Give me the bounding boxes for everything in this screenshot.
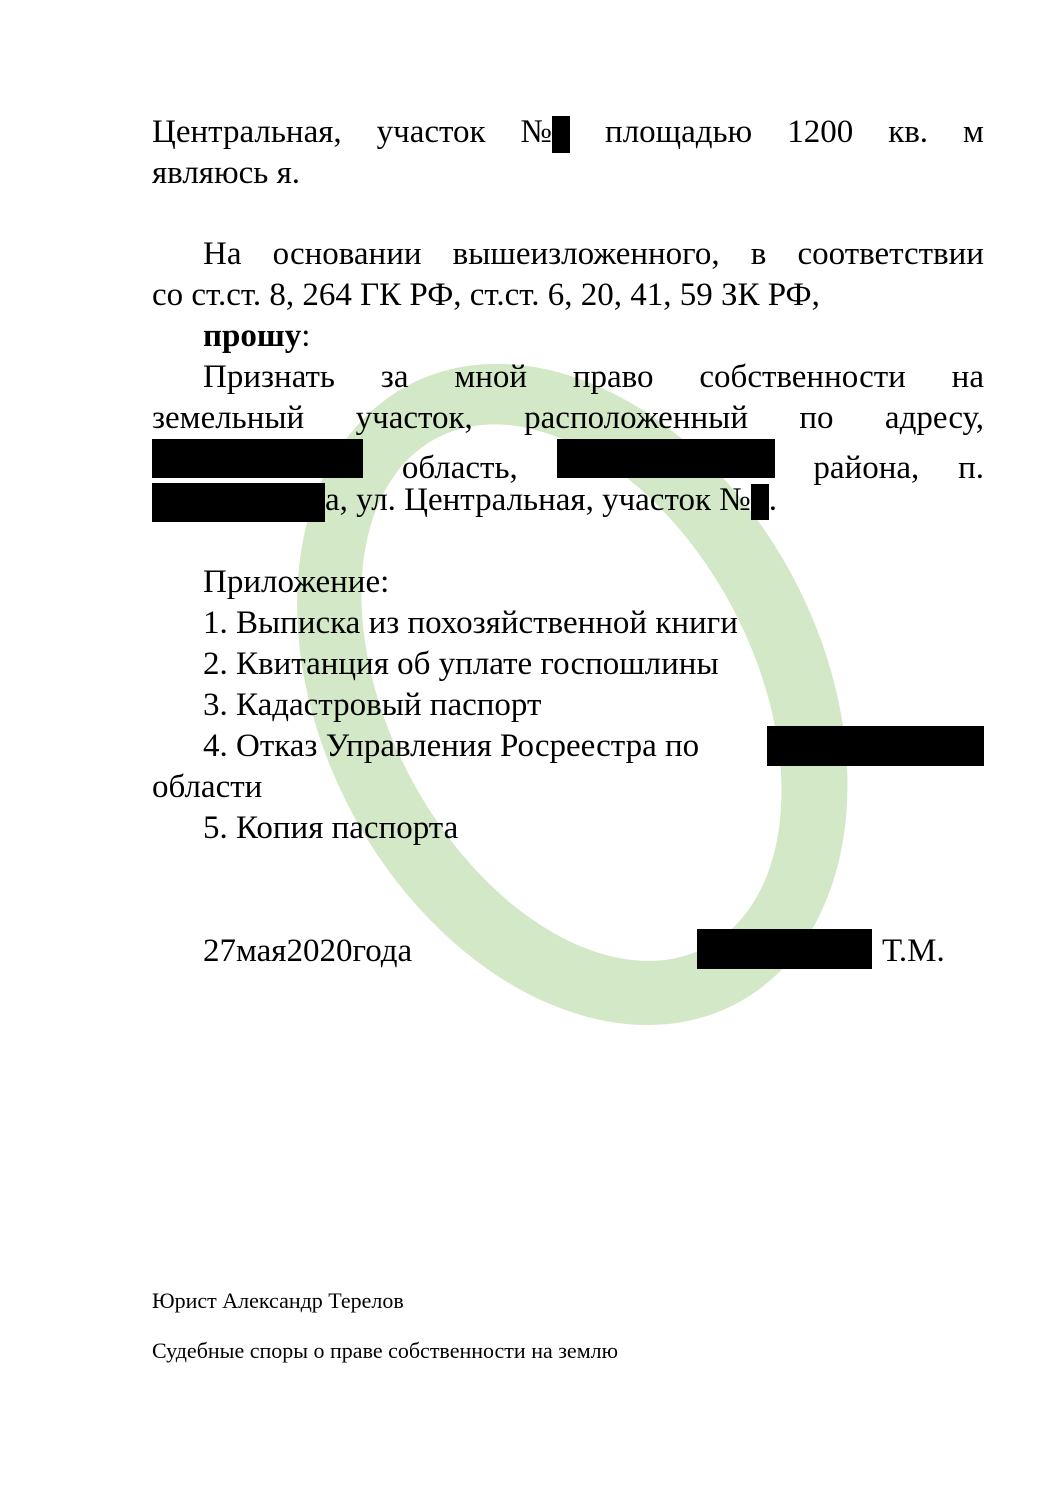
signature-date: 27мая2020года	[203, 933, 413, 969]
redacted-settlement	[152, 483, 325, 522]
request-line4: а, ул. Центральная, участок № .	[152, 480, 984, 521]
request-line2: земельный участок, расположенный по адресу,	[152, 400, 984, 436]
redacted-district	[557, 439, 775, 478]
request-word: прошу	[203, 318, 302, 354]
request-line3: область, района, п.	[152, 439, 984, 480]
appendix-item-4-continuation: области	[152, 769, 263, 805]
footer-topic: Судебные споры о праве собственности на землю	[152, 1338, 619, 1363]
redacted-signature	[697, 929, 872, 969]
paragraph1-line2: являюсь я.	[152, 155, 301, 191]
paragraph2-line1: На основании вышеизложенного, в соответствии	[203, 236, 984, 272]
request-line1: Признать за мной право собственности на	[203, 359, 984, 395]
appendix-item-4: 4. Отказ Управления Росреестра по	[203, 726, 984, 767]
footer-author: Юрист Александр Терелов	[152, 1288, 404, 1313]
appendix-item-3: 3. Кадастровый паспорт	[203, 687, 542, 723]
request-heading: прошу:	[203, 318, 311, 354]
redacted-region	[152, 439, 363, 478]
appendix-title: Приложение:	[203, 564, 390, 600]
signature-initials: Т.М.	[882, 933, 945, 969]
paragraph1-line1: Центральная, участок № площадью 1200 кв. м	[152, 112, 984, 153]
paragraph2-line2: со ст.ст. 8, 264 ГК РФ, ст.ст. 6, 20, 41, 59 ЗК РФ,	[152, 277, 820, 313]
redacted-plot-number-2	[751, 484, 769, 520]
appendix-item-5: 5. Копия паспорта	[203, 810, 459, 846]
redacted-region-2	[767, 726, 984, 766]
appendix-item-2: 2. Квитанция об уплате госпошлины	[203, 646, 719, 682]
redacted-plot-number	[552, 116, 570, 153]
appendix-item-1: 1. Выписка из похозяйственной книги	[203, 605, 738, 641]
